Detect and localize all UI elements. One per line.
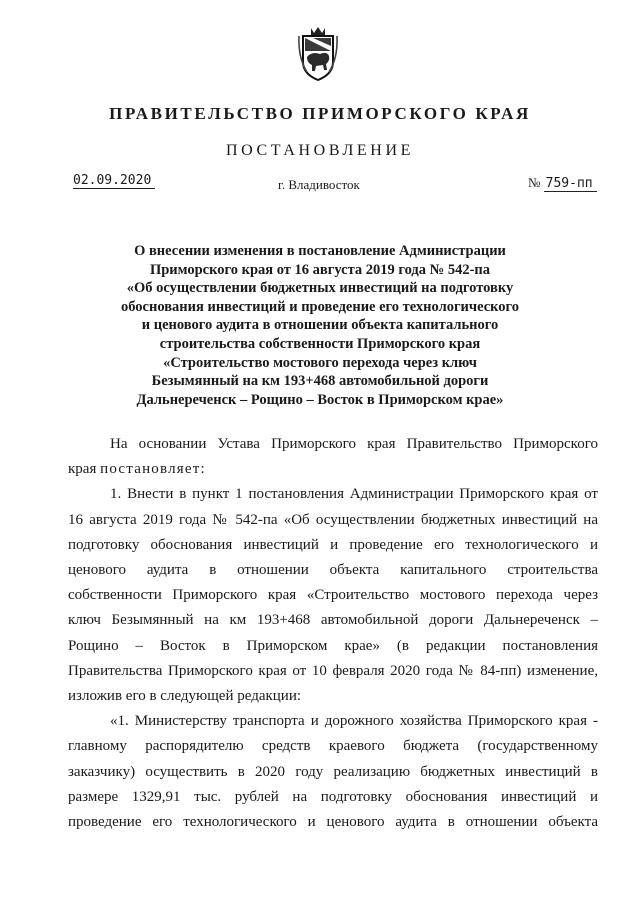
title-line: «Строительство мостового перехода через ключ bbox=[163, 354, 477, 371]
title-line: обоснования инвестиций и проведение его технологического bbox=[120, 298, 520, 315]
paragraph-line: Правительства Приморского края от 10 февраля 2020 года № 84-пп) изменение, bbox=[68, 662, 598, 679]
paragraph-line: ключ Безымянный на км 193+468 автомобильной дороги Дальнереченск – bbox=[68, 612, 598, 629]
paragraph-line: Рощино – Восток в Приморском крае» (в редакции постановления bbox=[68, 637, 598, 654]
paragraph-line: собственности Приморского края «Строительство мостового перехода через bbox=[68, 587, 598, 604]
number-value: 759-пп bbox=[544, 176, 597, 192]
paragraph-line: изложив его в следующей редакции: bbox=[68, 688, 302, 705]
number-sign: № bbox=[528, 175, 541, 190]
paragraph-line: размере 1329,91 тыс. рублей на подготовку обоснования инвестиций и bbox=[68, 788, 598, 805]
paragraph-line: края постановляет: bbox=[68, 461, 205, 478]
document-city: г. Владивосток bbox=[278, 177, 360, 192]
title-line: Безымянный на км 193+468 автомобильной дороги bbox=[151, 373, 489, 390]
title-line: и ценового аудита в отношении объекта капитального bbox=[141, 317, 499, 334]
paragraph-line: проведение его технологического и ценового аудита в отношении объекта bbox=[68, 814, 598, 831]
title-line: Приморского края от 16 августа 2019 года № 542-па bbox=[149, 261, 491, 278]
paragraph-line: 16 августа 2019 года № 542-па «Об осуществлении бюджетных инвестиций на bbox=[68, 511, 598, 528]
title-line: «Об осуществлении бюджетных инвестиций на подготовку bbox=[126, 280, 514, 297]
paragraph-line: 1. Внести в пункт 1 постановления Администрации Приморского края от bbox=[110, 486, 598, 503]
document-number bbox=[528, 175, 597, 191]
document-type: ПОСТАНОВЛЕНИЕ bbox=[226, 142, 414, 159]
document-title bbox=[100, 242, 540, 409]
title-line: Дальнереченск – Рощино – Восток в Приморском крае» bbox=[136, 391, 504, 408]
government-name: ПРАВИТЕЛЬСТВО ПРИМОРСКОГО КРАЯ bbox=[109, 104, 531, 123]
document-body bbox=[68, 432, 598, 835]
paragraph-line: «1. Министерству транспорта и дорожного хозяйства Приморского края - bbox=[110, 713, 598, 730]
document-date bbox=[73, 173, 155, 188]
paragraph-line: заказчику) осуществить в 2020 году реализацию бюджетных инвестиций в bbox=[68, 763, 598, 780]
primorsky-krai-coat-of-arms-icon bbox=[296, 24, 340, 82]
decree-keyword: постановляет bbox=[100, 461, 201, 478]
paragraph-line: главному распорядителю средств краевого бюджета (государственному bbox=[68, 738, 598, 755]
title-line: строительства собственности Приморского края bbox=[159, 335, 481, 352]
title-line: О внесении изменения в постановление Администрации bbox=[134, 243, 506, 259]
paragraph-line: На основании Устава Приморского края Правительство Приморского bbox=[110, 436, 598, 452]
paragraph-line: подготовку обоснования инвестиций и проведение его технологического и bbox=[68, 536, 598, 553]
date-value: 02.09.2020 bbox=[73, 173, 155, 189]
paragraph-line: ценового аудита в отношении объекта капитального строительства bbox=[68, 562, 598, 579]
